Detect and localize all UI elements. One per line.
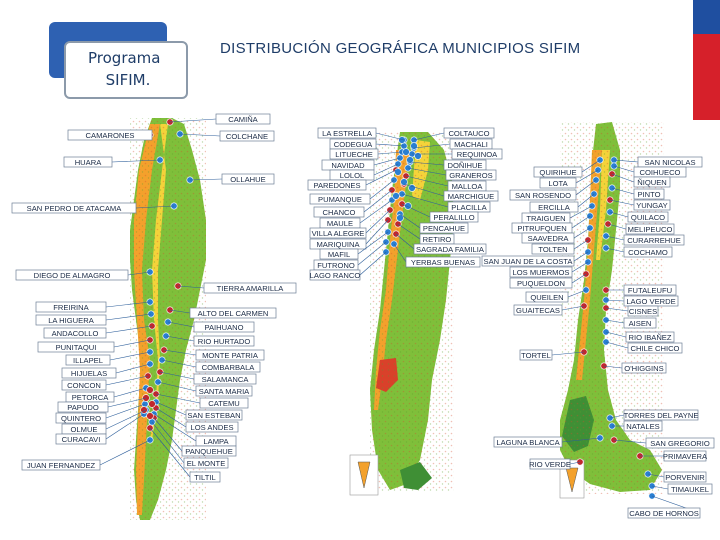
label-text: RIO HURTADO	[197, 336, 251, 346]
label-text: QUINTERO	[60, 413, 102, 423]
label-text: OLMUE	[70, 424, 98, 434]
label-text: LOS MUERMOS	[512, 267, 570, 277]
marker-cluster	[393, 193, 400, 200]
label-text: GUAITECAS	[516, 305, 560, 315]
label-text: EL MONTE	[186, 458, 226, 468]
badge-line-1: Programa	[88, 49, 161, 67]
marker-cluster	[149, 401, 156, 408]
label-text: FUTRONO	[317, 260, 355, 270]
label-text: OLLAHUE	[230, 174, 266, 184]
label-text: MONTE PATRIA	[202, 350, 258, 360]
label-text: SALAMANCA	[201, 374, 249, 384]
label-text: PUMANQUE	[318, 194, 362, 204]
label-text: YERBAS BUENAS	[410, 257, 476, 267]
label-text: HIJUELAS	[70, 368, 108, 378]
label-text: LOTA	[548, 178, 568, 188]
label-text: YUNGAY	[636, 200, 668, 210]
label-text: COIHUECO	[639, 167, 681, 177]
label-text: TORRES DEL PAYNE	[623, 410, 699, 420]
label-camarones	[68, 130, 152, 140]
label-text: CURARREHUE	[627, 235, 681, 245]
label-text: QUIRIHUE	[539, 167, 577, 177]
label-text: LOLOL	[339, 170, 365, 180]
label-text: COCHAMO	[628, 247, 668, 257]
label-text: CAMARONES	[85, 130, 135, 140]
label-text: MAFIL	[327, 249, 351, 259]
marker-cluster	[415, 153, 422, 160]
label-text: PETORCA	[71, 392, 109, 402]
label-text: CAMIÑA	[228, 114, 258, 124]
label-text: TIERRA AMARILLA	[216, 283, 284, 293]
label-text: LA ESTRELLA	[322, 128, 372, 138]
label-text: O'HIGGINS	[624, 363, 664, 373]
antarctic-inset-1	[350, 455, 378, 495]
label-text: TILTIL	[194, 472, 216, 482]
label-text: PAIHUANO	[204, 322, 244, 332]
label-text: PUNITAQUI	[55, 342, 97, 352]
label-text: CABO DE HORNOS	[629, 508, 699, 518]
label-text: TOLTEN	[538, 244, 568, 254]
label-text: CISNES	[628, 306, 658, 316]
label-text: MAULE	[326, 218, 354, 228]
label-text: NAVIDAD	[331, 160, 365, 170]
label-text: PORVENIR	[665, 472, 705, 482]
label-text: DIEGO DE ALMAGRO	[33, 270, 111, 280]
label-text: PENCAHUE	[422, 223, 466, 233]
marker-cluster	[411, 143, 418, 150]
label-text: LAGO VERDE	[626, 296, 676, 306]
label-text: GRANEROS	[449, 170, 493, 180]
label-torres-del-payne	[610, 410, 698, 420]
label-text: SANTA MARIA	[198, 386, 250, 396]
marker-cluster	[147, 387, 154, 394]
label-text: PITRUFQUEN	[517, 223, 567, 233]
label-text: SAN GREGORIO	[650, 438, 710, 448]
label-text: LAMPA	[203, 436, 229, 446]
label-text: SAN NICOLAS	[644, 157, 696, 167]
label-text: ILLAPEL	[73, 355, 103, 365]
label-text: SAN ROSENDO	[514, 190, 572, 200]
label-text: MALLOA	[451, 181, 483, 191]
label-text: JUAN FERNANDEZ	[26, 460, 96, 470]
marker-cluster	[147, 413, 154, 420]
label-text: LAGO RANCO	[309, 270, 361, 280]
label-text: CONCON	[67, 380, 101, 390]
label-text: PINTO	[637, 189, 661, 199]
label-text: TORTEL	[521, 350, 551, 360]
label-text: SAGRADA FAMILIA	[416, 244, 484, 254]
label-text: RETIRO	[422, 234, 452, 244]
label-text: COMBARBALA	[201, 362, 255, 372]
label-diego-de-almagro	[16, 270, 150, 280]
label-text: AISEN	[628, 318, 652, 328]
label-text: FREIRINA	[53, 302, 89, 312]
label-text: LITUECHE	[335, 149, 373, 159]
label-text: ANDACOLLO	[51, 328, 99, 338]
label-text: MARCHIGUE	[447, 191, 495, 201]
badge-line-2: SIFIM.	[105, 71, 151, 89]
label-text: PERALILLO	[433, 212, 475, 222]
label-text: SAAVEDRA	[527, 233, 569, 243]
label-text: CHILE CHICO	[630, 343, 680, 353]
label-text: HUARA	[74, 157, 102, 167]
label-text: ÑIQUEN	[637, 177, 667, 187]
page-title: DISTRIBUCIÓN GEOGRÁFICA MUNICIPIOS SIFIM	[220, 40, 581, 57]
marker-cluster	[401, 179, 408, 186]
label-text: RIO IBAÑEZ	[628, 332, 672, 342]
label-text: PLACILLA	[451, 202, 487, 212]
marker-cluster	[399, 137, 406, 144]
label-text: SAN ESTEBAN	[187, 410, 241, 420]
label-text: TIMAUKEL	[671, 484, 709, 494]
label-text: MARIQUINA	[316, 239, 360, 249]
label-text: SAN PEDRO DE ATACAMA	[26, 203, 122, 213]
label-text: DOÑIHUE	[447, 160, 483, 170]
marker-cluster	[395, 169, 402, 176]
label-text: COLTAUCO	[448, 128, 490, 138]
label-text: LA HIGUERA	[48, 315, 94, 325]
label-text: PAPUDO	[67, 402, 99, 412]
label-cabo-de-hornos	[628, 496, 700, 518]
label-text: QUILACO	[630, 212, 666, 222]
label-text: REQUINOA	[456, 149, 498, 159]
label-text: QUEILEN	[530, 292, 564, 302]
label-text: SAN JUAN DE LA COSTA	[483, 256, 573, 266]
label-text: CHANCO	[322, 207, 356, 217]
label-text: ERCILLA	[538, 202, 570, 212]
label-text: CURACAVI	[61, 434, 101, 444]
label-text: FUTALEUFU	[627, 285, 673, 295]
label-text: MELIPEUCO	[627, 224, 673, 234]
label-text: RIO VERDE	[529, 459, 571, 469]
label-text: PANQUEHUE	[185, 446, 233, 456]
label-text: NATALES	[626, 421, 660, 431]
label-text: PRIMAVERA	[662, 451, 708, 461]
label-text: TRAIGUEN	[526, 213, 566, 223]
label-text: LOS ANDES	[190, 422, 234, 432]
label-text: CODEGUA	[333, 139, 373, 149]
label-text: PAREDONES	[313, 180, 361, 190]
label-text: VILLA ALEGRE	[311, 228, 365, 238]
label-text: LAGUNA BLANCA	[496, 437, 560, 447]
label-text: ALTO DEL CARMEN	[197, 308, 269, 318]
label-text: PUQUELDON	[516, 278, 566, 288]
label-text: COLCHANE	[225, 131, 269, 141]
label-text: CATEMU	[208, 398, 240, 408]
marker-cluster	[403, 149, 410, 156]
label-text: MACHALI	[454, 139, 488, 149]
